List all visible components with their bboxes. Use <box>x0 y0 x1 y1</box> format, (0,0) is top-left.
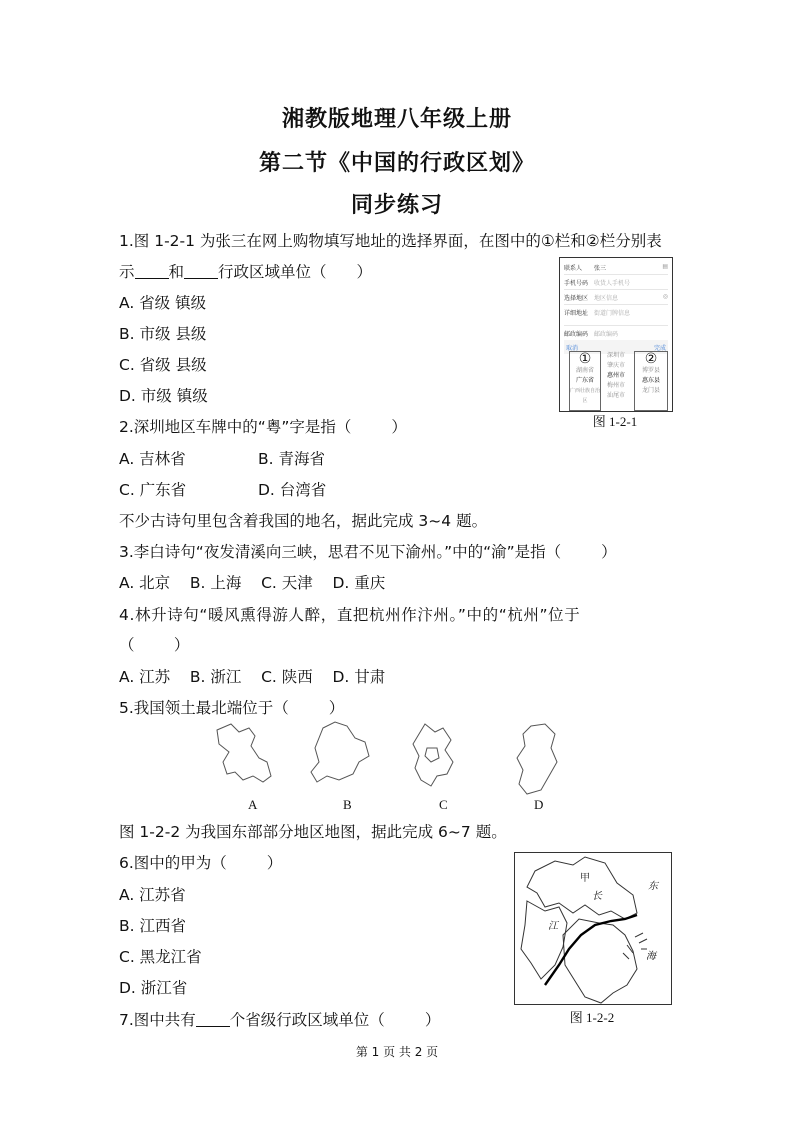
option-b-outline <box>311 722 369 782</box>
map-label-chang: 长 <box>592 891 602 902</box>
section-title: 第二节《中国的行政区划》 <box>258 150 535 176</box>
q2-option-c[interactable]: C. 广东省 <box>119 481 187 499</box>
option-d-outline <box>517 724 557 794</box>
cancel-button[interactable]: 取消 <box>566 345 579 352</box>
figure-1-2-2-caption: 图 1-2-2 <box>569 1010 615 1025</box>
q7-stem: 7.图中共有 个省级行政区域单位（ ） <box>119 1011 441 1029</box>
option-c-outline <box>413 724 453 786</box>
figure-1-2-1-caption: 图 1-2-1 <box>592 414 638 429</box>
book-title: 湘教版地理八年级上册 <box>281 106 512 132</box>
map-label-jiang: 江 <box>548 921 558 932</box>
q5-stem: 5.我国领土最北端位于（ ） <box>119 699 345 717</box>
q4-stem: 4.林升诗句“暖风熏得游人醉，直把杭州作汴州。”中的“杭州”位于 <box>119 606 581 624</box>
q6-option-c[interactable]: C. 黑龙江省 <box>119 948 202 966</box>
q4-stem-line2: （ ） <box>119 636 190 654</box>
intro-q3-q4: 不少古诗句里包含着我国的地名，据此完成 3~4 题。 <box>119 512 488 530</box>
q6-option-b[interactable]: B. 江西省 <box>119 917 186 935</box>
picker-column-city[interactable]: 深圳市 肇庆市 惠州市 梅州市 汕尾市 <box>606 352 625 399</box>
province-jiang-outline <box>521 901 567 979</box>
map-label-dong: 东 <box>648 881 658 892</box>
page-footer: 第 1 页 共 2 页 <box>355 1045 439 1059</box>
q2-option-a[interactable]: A. 吉林省 <box>119 450 186 468</box>
intro-q6-q7: 图 1-2-2 为我国东部部分地区地图，据此完成 6~7 题。 <box>119 823 507 841</box>
q6-option-d[interactable]: D. 浙江省 <box>119 979 188 997</box>
q6-option-a[interactable]: A. 江苏省 <box>119 886 186 904</box>
picker-column-province[interactable]: ① 湖南省 广东省 广西壮族自治区 <box>569 351 601 411</box>
q1-stem: 1.图 1-2-1 为张三在网上购物填写地址的选择界面，在图中的①栏和②栏分别表 <box>119 232 662 250</box>
q1-blank-2[interactable] <box>184 264 218 279</box>
q2-option-d[interactable]: D. 台湾省 <box>258 481 327 499</box>
q1-option-c[interactable]: C. 省级 县级 <box>119 356 207 374</box>
q1-blank-1[interactable] <box>135 264 169 279</box>
location-icon: ◎ <box>662 293 668 300</box>
exercise-title: 同步练习 <box>350 192 443 218</box>
contacts-icon: ▤ <box>662 263 668 270</box>
address-row: 详细地址 街道门牌信息 <box>564 305 668 326</box>
q1-option-b[interactable]: B. 市级 县级 <box>119 325 207 343</box>
done-button[interactable]: 完成 <box>653 345 666 352</box>
q3-options[interactable]: A. 北京 B. 上海 C. 天津 D. 重庆 <box>119 574 386 592</box>
q6-stem: 6.图中的甲为（ ） <box>119 854 283 872</box>
column-2-mark: ② <box>644 351 658 367</box>
q7-blank[interactable] <box>196 1012 230 1027</box>
postcode-row: 邮政编码 邮政编码 <box>564 326 668 341</box>
phone-row: 手机号码 收货人手机号 <box>564 275 668 290</box>
option-a-outline <box>217 724 271 782</box>
q1-option-d[interactable]: D. 市级 镇级 <box>119 387 208 405</box>
q2-stem: 2.深圳地区车牌中的“粤”字是指（ ） <box>119 418 407 436</box>
q5-label-d[interactable]: D <box>534 797 544 812</box>
q3-stem: 3.李白诗句“夜发清溪向三峡，思君不见下渝州。”中的“渝”是指（ ） <box>119 543 617 561</box>
q2-option-b[interactable]: B. 青海省 <box>258 450 325 468</box>
q5-province-outlines <box>205 718 575 800</box>
q5-label-a[interactable]: A <box>248 797 258 812</box>
q4-options[interactable]: A. 江苏 B. 浙江 C. 陕西 D. 甘肃 <box>119 668 386 686</box>
map-label-hai: 海 <box>646 951 656 962</box>
map-label-jia: 甲 <box>580 873 590 884</box>
q1-stem-line2: 示 和 行政区域单位（ ） <box>119 263 373 281</box>
figure-1-2-1 <box>559 257 673 412</box>
q5-label-c[interactable]: C <box>439 797 448 812</box>
figure-1-2-2 <box>514 852 672 1005</box>
column-1-mark: ① <box>578 351 592 367</box>
province-east-outline <box>563 919 637 1003</box>
contact-row: 联系人 张三 ▤ <box>564 260 668 275</box>
q1-option-a[interactable]: A. 省级 镇级 <box>119 294 207 312</box>
picker-column-county[interactable]: ② 博罗县 惠东县 龙门县 <box>634 351 668 411</box>
region-row: 选择地区 地区信息 ◎ <box>564 290 668 305</box>
q5-label-b[interactable]: B <box>343 797 352 812</box>
